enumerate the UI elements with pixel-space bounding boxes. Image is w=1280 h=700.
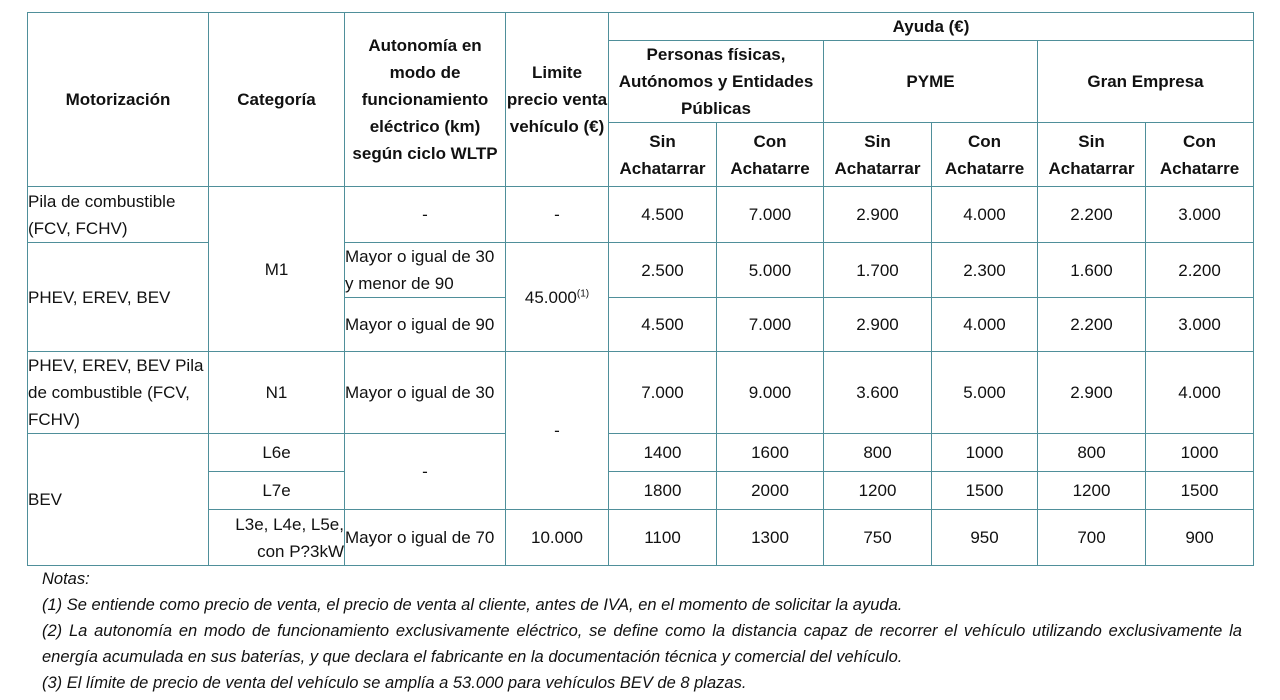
cell-categoria: L6e [209,434,345,472]
cell-value: 1000 [1146,434,1254,472]
cell-value: 950 [932,510,1038,566]
cell-value: 2000 [717,472,824,510]
cell-motorizacion: PHEV, EREV, BEV Pila de combustible (FCV, FCHV) [28,352,209,434]
header-personas-fisicas: Personas físicas, Autónomos y Entidades Públicas [609,41,824,123]
cell-value: 1.600 [1038,243,1146,298]
cell-autonomia: Mayor o igual de 30 [345,352,506,434]
cell-value: 1800 [609,472,717,510]
cell-value: 2.200 [1146,243,1254,298]
header-motorizacion: Motorización [28,13,209,187]
header-autonomia: Autonomía en modo de funcionamiento eléctrico (km) según ciclo WLTP [345,13,506,187]
cell-categoria: M1 [209,187,345,352]
header-gran-sin-achatarrar: Sin Achatarrar [1038,123,1146,187]
header-row-1 [28,13,1254,41]
cell-categoria: L7e [209,472,345,510]
cell-autonomia: Mayor o igual de 70 [345,510,506,566]
cell-value: 2.500 [609,243,717,298]
cell-value: 900 [1146,510,1254,566]
note-1: (1) Se entiende como precio de venta, el precio de venta al cliente, antes de IVA, en el momento de solicitar la ayuda. [42,596,903,614]
cell-value: 1200 [824,472,932,510]
cell-value: 1500 [1146,472,1254,510]
note-3: (3) El límite de precio de venta del vehículo se amplía a 53.000 para vehículos BEV de 8 plazas. [42,674,747,692]
cell-value: 2.200 [1038,298,1146,352]
table-row [28,187,1254,243]
cell-value: 5.000 [717,243,824,298]
cell-value: 7.000 [717,298,824,352]
header-categoria: Categoría [209,13,345,187]
cell-value: 1500 [932,472,1038,510]
cell-limite: - [506,352,609,510]
cell-value: 800 [824,434,932,472]
cell-limite: 10.000 [506,510,609,566]
table-row [28,472,1254,510]
cell-value: 4.500 [609,298,717,352]
aid-table [27,12,1254,566]
table-row [28,510,1254,566]
header-pyme-sin-achatarrar: Sin Achatarrar [824,123,932,187]
cell-value: 2.900 [1038,352,1146,434]
header-gran-con-achatarre: Con Achatarre [1146,123,1254,187]
cell-autonomia: Mayor o igual de 30 y menor de 90 [345,243,506,298]
cell-value: 1000 [932,434,1038,472]
cell-autonomia: Mayor o igual de 90 [345,298,506,352]
cell-value: 7.000 [609,352,717,434]
cell-autonomia: - [345,187,506,243]
cell-value: 3.000 [1146,298,1254,352]
cell-value: 3.000 [1146,187,1254,243]
footnote-marker: (1) [576,287,590,299]
cell-value: 7.000 [717,187,824,243]
cell-value: 1300 [717,510,824,566]
cell-value: 1.700 [824,243,932,298]
table-row [28,352,1254,434]
cell-value: 750 [824,510,932,566]
cell-value: 4.500 [609,187,717,243]
cell-value: 5.000 [932,352,1038,434]
cell-value: 1100 [609,510,717,566]
table-row [28,434,1254,472]
cell-motorizacion: BEV [28,434,209,566]
cell-value: 1400 [609,434,717,472]
cell-value: 4.000 [1146,352,1254,434]
note-2: (2) La autonomía en modo de funcionamiento exclusivamente eléctrico, se define como la distancia capaz de recorrer el vehículo utilizando exclusivamente la energía acumulada en sus baterías, y que declara el fabricante en la documentación técnica y comercial del vehículo. [42,622,1242,666]
cell-value: 2.900 [824,187,932,243]
header-gran-empresa: Gran Empresa [1038,41,1254,123]
header-pyme: PYME [824,41,1038,123]
limite-value: 45.000 [524,287,577,307]
cell-value: 1600 [717,434,824,472]
cell-value: 2.300 [932,243,1038,298]
cell-value: 4.000 [932,298,1038,352]
notes-title: Notas: [42,570,90,588]
cell-motorizacion: Pila de combustible (FCV, FCHV) [28,187,209,243]
cell-value: 3.600 [824,352,932,434]
header-personas-sin-achatarrar: Sin Achatarrar [609,123,717,187]
cell-value: 2.900 [824,298,932,352]
cell-value: 4.000 [932,187,1038,243]
header-pyme-con-achatarre: Con Achatarre [932,123,1038,187]
header-ayuda: Ayuda (€) [609,13,1254,41]
cell-value: 800 [1038,434,1146,472]
cell-categoria: N1 [209,352,345,434]
cell-categoria: L3e, L4e, L5e, con P?3kW [209,510,345,566]
cell-value: 2.200 [1038,187,1146,243]
cell-value: 700 [1038,510,1146,566]
cell-limite [506,243,609,352]
cell-limite: - [506,187,609,243]
cell-value: 1200 [1038,472,1146,510]
cell-motorizacion: PHEV, EREV, BEV [28,243,209,352]
aid-table-container [27,12,1254,566]
header-limite-precio: Limite precio venta vehículo (€) [506,13,609,187]
cell-value: 9.000 [717,352,824,434]
cell-autonomia: - [345,434,506,510]
header-personas-con-achatarre: Con Achatarre [717,123,824,187]
notes-section [42,566,1242,696]
